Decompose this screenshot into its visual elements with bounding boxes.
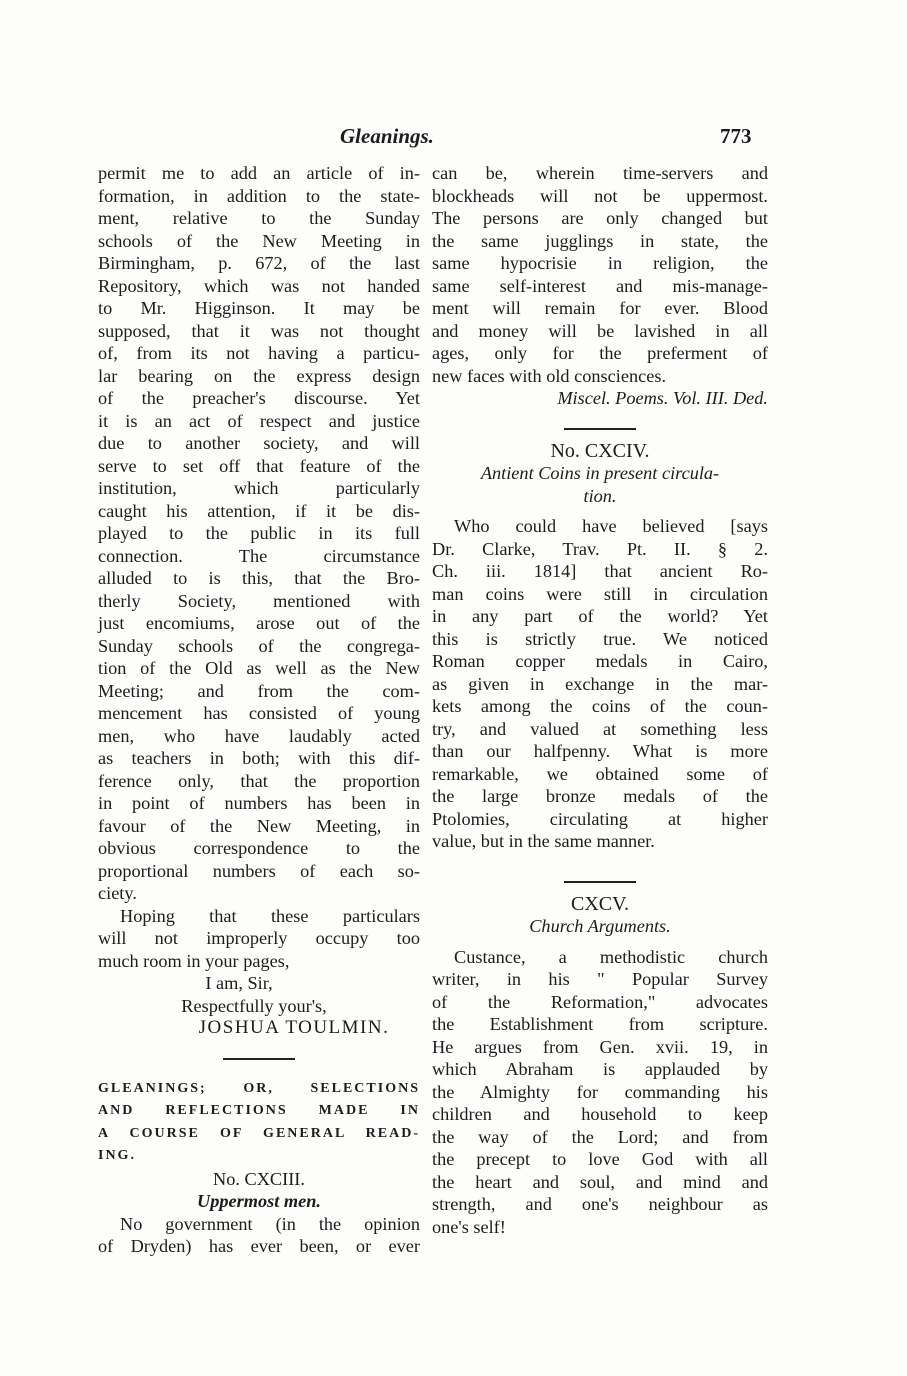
text-line: connection. The circumstance <box>98 545 420 566</box>
text-line: Roman copper medals in Cairo, <box>432 651 768 671</box>
text-line: same self-interest and mis-manage- <box>432 275 768 296</box>
text-line: this is strictly true. We noticed <box>432 628 768 649</box>
clarke-paragraph <box>432 515 768 853</box>
text-line: to Mr. Higginson. It may be <box>98 298 420 318</box>
text-line: The persons are only changed but <box>432 208 768 228</box>
text-line: children and household to keep <box>432 1104 768 1124</box>
text-line: which Abraham is applauded by <box>432 1059 768 1079</box>
entry-title-uppermost-men: Uppermost men. <box>197 1191 321 1211</box>
text-line: as given in exchange in the mar- <box>432 673 768 694</box>
text-line: blockheads will not be uppermost. <box>432 185 768 206</box>
text-line: as teachers in both; with this dif- <box>98 748 420 768</box>
text-line: can be, wherein time-servers and <box>432 163 768 183</box>
text-line: Dr. Clarke, Trav. Pt. II. § 2. <box>432 538 768 559</box>
entry-number-cxciv: No. CXCIV. <box>550 439 650 462</box>
entry-title-church-arguments: Church Arguments. <box>529 916 671 936</box>
section-divider <box>564 881 636 883</box>
text-line: favour of the New Meeting, in <box>98 815 420 836</box>
text-line: will not improperly occupy too <box>98 928 420 948</box>
text-line: the precept to love God with all <box>432 1149 768 1169</box>
text-line: Sunday schools of the congrega- <box>98 635 420 656</box>
letter-respectfully: Respectfully your's, <box>181 995 327 1016</box>
text-line: same hypocrisie in religion, the <box>432 253 768 273</box>
text-line: in any part of the world? Yet <box>432 606 768 626</box>
text-line: of the preacher's discourse. Yet <box>98 388 420 408</box>
text-line: the Almighty for commanding his <box>432 1081 768 1102</box>
text-line: new faces with old consciences. <box>432 365 667 386</box>
entry-title-antient-coins-cont: tion. <box>583 485 617 506</box>
letter-closing: I am, Sir, <box>205 973 273 993</box>
letter-signature: JOSHUA TOULMIN. <box>198 1017 390 1038</box>
text-line: Repository, which was not handed <box>98 275 420 296</box>
text-line: lar bearing on the express design <box>98 365 420 386</box>
text-line: men, who have laudably acted <box>98 725 420 746</box>
text-line: value, but in the same manner. <box>432 831 655 851</box>
text-line: kets among the coins of the coun- <box>432 696 768 716</box>
text-line: Ptolomies, circulating at higher <box>432 808 768 829</box>
entry-number-cxciii: No. CXCIII. <box>213 1168 305 1189</box>
text-line: mencement has consisted of young <box>98 703 420 723</box>
text-line: tion of the Old as well as the New <box>98 658 420 678</box>
text-line: A COURSE OF GENERAL READ- <box>98 1125 420 1141</box>
custance-paragraph <box>432 946 768 1239</box>
text-line: Who could have believed [says <box>454 516 768 536</box>
text-line: ages, only for the preferment of <box>432 343 768 363</box>
entry-title-antient-coins: Antient Coins in present circula- <box>480 463 720 483</box>
text-line: and money will be lavished in all <box>432 320 768 341</box>
text-line: strength, and one's neighbour as <box>432 1194 768 1214</box>
text-line: remarkable, we obtained some of <box>432 763 768 784</box>
text-line: caught his attention, if it be dis- <box>98 500 420 521</box>
text-line: obvious correspondence to the <box>98 838 420 858</box>
text-line: permit me to add an article of in- <box>98 163 420 183</box>
text-line: supposed, that it was not thought <box>98 320 420 341</box>
entry-number-cxcv: CXCV. <box>571 892 629 915</box>
text-line: just encomiums, arose out of the <box>98 613 420 633</box>
gleanings-section-heading <box>98 1078 420 1168</box>
text-line: of the Reformation," advocates <box>432 991 768 1012</box>
text-line: Custance, a methodistic church <box>454 946 768 967</box>
text-line: formation, in addition to the state- <box>98 185 420 206</box>
text-line: it is an act of respect and justice <box>98 410 420 431</box>
text-line: much room in your pages, <box>98 950 290 971</box>
text-line: institution, which particularly <box>98 478 420 498</box>
text-line: alluded to is this, that the Bro- <box>98 568 420 588</box>
text-line: man coins were still in circulation <box>432 583 768 604</box>
text-line: the same jugglings in state, the <box>432 230 768 251</box>
text-line: schools of the New Meeting in <box>98 230 420 251</box>
text-line: Meeting; and from the com- <box>98 680 420 701</box>
text-line: of, from its not having a particu- <box>98 343 420 363</box>
text-line: the way of the Lord; and from <box>432 1126 768 1147</box>
text-line: serve to set off that feature of the <box>98 455 420 476</box>
text-line: Birmingham, p. 672, of the last <box>98 253 420 273</box>
section-divider <box>223 1058 295 1060</box>
text-line: of Dryden) has ever been, or ever <box>98 1236 420 1256</box>
text-line: Ch. iii. 1814] that ancient Ro- <box>432 561 768 581</box>
text-line: due to another society, and will <box>98 433 420 453</box>
text-line: ciety. <box>98 883 137 903</box>
text-line: played to the public in its full <box>98 523 420 543</box>
dryden-paragraph-continued <box>432 162 768 387</box>
text-line: proportional numbers of each so- <box>98 860 420 881</box>
text-line: AND REFLECTIONS MADE IN <box>98 1103 420 1118</box>
text-line: the large bronze medals of the <box>432 786 768 806</box>
citation: Miscel. Poems. Vol. III. Ded. <box>557 388 768 408</box>
text-line: GLEANINGS; OR, SELECTIONS <box>98 1080 420 1096</box>
text-line: writer, in his " Popular Survey <box>432 969 768 989</box>
text-line: ING. <box>98 1148 136 1163</box>
text-line: one's self! <box>432 1216 506 1237</box>
text-line: than our halfpenny. What is more <box>432 741 768 761</box>
text-line: He argues from Gen. xvii. 19, in <box>432 1036 768 1057</box>
section-divider <box>564 428 636 430</box>
text-line: Hoping that these particulars <box>120 905 420 926</box>
right-column <box>432 162 768 1238</box>
text-line: the heart and soul, and mind and <box>432 1171 768 1192</box>
running-header-title: Gleanings. <box>340 124 434 148</box>
dryden-paragraph <box>98 1213 420 1258</box>
text-line: No government (in the opinion <box>120 1213 420 1234</box>
left-column <box>98 162 420 1258</box>
text-line: in point of numbers has been in <box>98 793 420 813</box>
closing-paragraph <box>98 905 420 973</box>
toulmin-letter-paragraph <box>98 162 420 905</box>
text-line: ment, relative to the Sunday <box>98 208 420 228</box>
text-line: try, and valued at something less <box>432 718 768 739</box>
text-line: the Establishment from scripture. <box>432 1014 768 1034</box>
page-number: 773 <box>720 124 752 148</box>
text-line: ference only, that the proportion <box>98 770 420 791</box>
text-line: ment will remain for ever. Blood <box>432 298 768 318</box>
text-line: therly Society, mentioned with <box>98 590 420 611</box>
